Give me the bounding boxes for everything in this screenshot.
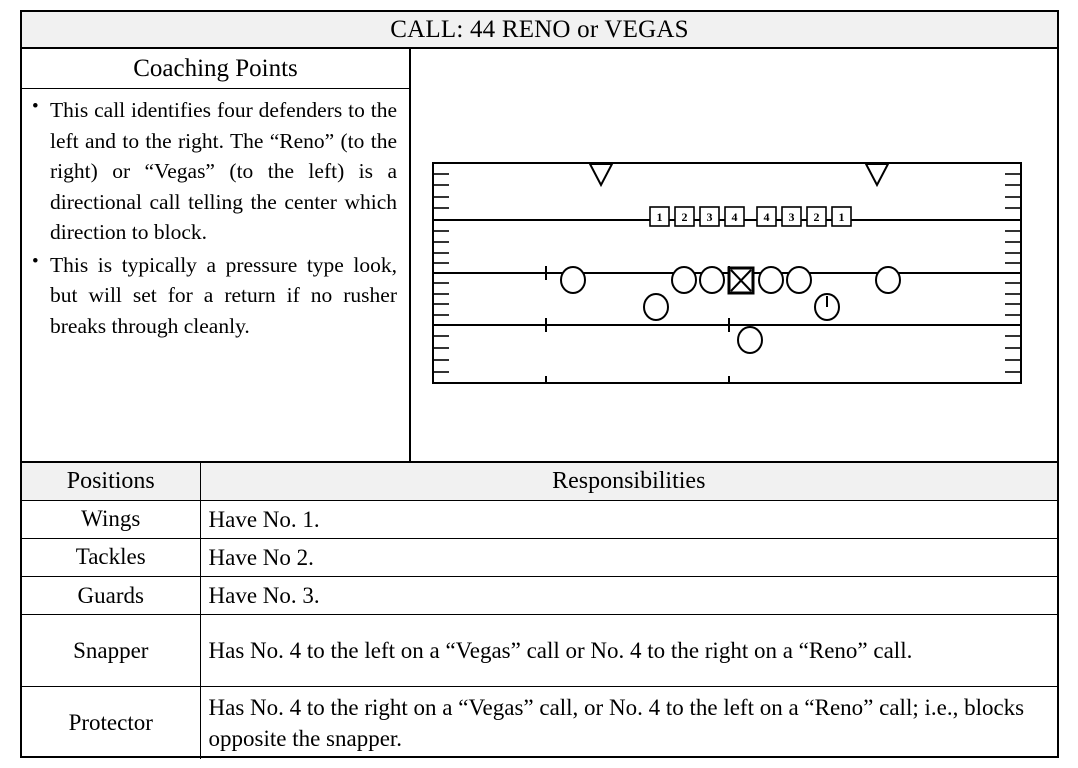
defender-box bbox=[700, 207, 719, 226]
field-diagram bbox=[432, 162, 1022, 384]
defender-box bbox=[782, 207, 801, 226]
playbook-page bbox=[20, 10, 1059, 758]
column-header-positions: Positions bbox=[22, 463, 200, 500]
player-circle bbox=[759, 267, 783, 293]
player-circle bbox=[561, 267, 585, 293]
coaching-points-column bbox=[22, 49, 411, 461]
svg-text:3: 3 bbox=[788, 210, 795, 224]
protector-marker bbox=[815, 294, 839, 320]
responsibility-text: Has No. 4 to the left on a “Vegas” call or No. 4 to the right on a “Reno” call. bbox=[200, 615, 1057, 687]
svg-text:1: 1 bbox=[656, 210, 663, 224]
upper-section bbox=[22, 49, 1057, 463]
svg-text:3: 3 bbox=[706, 210, 713, 224]
player-circle bbox=[787, 267, 811, 293]
responsibility-text: Have No 2. bbox=[200, 538, 1057, 576]
responsibility-text: Have No. 3. bbox=[200, 577, 1057, 615]
svg-text:4: 4 bbox=[763, 210, 770, 224]
svg-text:1: 1 bbox=[838, 210, 845, 224]
list-item: • This is typically a pressure type look, but will set for a return if no rusher breaks through cleanly. bbox=[30, 250, 397, 342]
position-name: Guards bbox=[22, 577, 200, 615]
svg-text:2: 2 bbox=[681, 210, 688, 224]
field-diagram-svg bbox=[432, 162, 1022, 384]
diagram-column bbox=[411, 49, 1057, 461]
defender-box bbox=[757, 207, 776, 226]
position-name: Wings bbox=[22, 500, 200, 538]
coaching-points-list bbox=[30, 95, 397, 341]
table-row bbox=[22, 615, 1057, 687]
table-row bbox=[22, 538, 1057, 576]
defender-box bbox=[675, 207, 694, 226]
defender-box bbox=[650, 207, 669, 226]
coaching-points-body bbox=[22, 89, 409, 347]
player-circle bbox=[700, 267, 724, 293]
position-name: Tackles bbox=[22, 538, 200, 576]
coaching-points-title: Coaching Points bbox=[133, 55, 298, 82]
table-row bbox=[22, 500, 1057, 538]
defender-box bbox=[832, 207, 851, 226]
off-line-players bbox=[644, 294, 668, 320]
list-item: • This call identifies four defenders to the left and to the right. The “Reno” (to the right) or “Vegas” (to the left) is a directional call telling the center which direction to block. bbox=[30, 95, 397, 248]
responsibility-text: Has No. 4 to the right on a “Vegas” call, or No. 4 to the left on a “Reno” call; i.e., blocks opposite the snapper. bbox=[200, 687, 1057, 759]
table-row bbox=[22, 687, 1057, 759]
page-title-bar bbox=[22, 12, 1057, 49]
responsibilities-table bbox=[22, 463, 1057, 759]
table-row bbox=[22, 577, 1057, 615]
player-circle bbox=[876, 267, 900, 293]
svg-text:2: 2 bbox=[813, 210, 820, 224]
page-title: CALL: 44 RENO or VEGAS bbox=[390, 16, 689, 43]
coaching-points-header bbox=[22, 49, 409, 89]
player-circle bbox=[672, 267, 696, 293]
snapper-marker bbox=[729, 268, 753, 293]
responsibility-text: Have No. 1. bbox=[200, 500, 1057, 538]
defender-box bbox=[725, 207, 744, 226]
column-header-responsibilities: Responsibilities bbox=[200, 463, 1057, 500]
table-header-row bbox=[22, 463, 1057, 500]
defender-box bbox=[807, 207, 826, 226]
position-name: Snapper bbox=[22, 615, 200, 687]
player-circle bbox=[644, 294, 668, 320]
position-name: Protector bbox=[22, 687, 200, 759]
svg-text:4: 4 bbox=[731, 210, 738, 224]
player-circle bbox=[738, 327, 762, 353]
